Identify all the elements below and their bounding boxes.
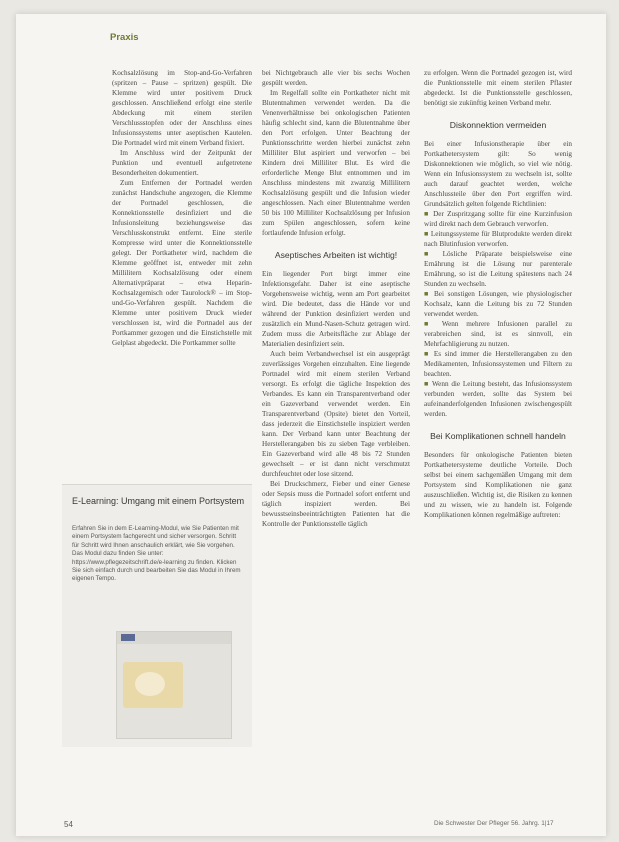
bullet-icon: ■ [424, 290, 434, 298]
magazine-page [16, 14, 606, 836]
elearning-screenshot [116, 631, 232, 739]
logo-icon [121, 634, 135, 641]
paragraph: Ein liegender Port birgt immer eine Infektionsgefahr. Daher ist eine aseptische Vorgehensweise wichtig, wenn am Port gearbeitet wird. Die bedeutet, dass die Hände vor und während der Punktion desinfiziert werden und zusätzlich ein Mund-Nasen-Schutz getragen wird. Zudem muss die Arbeitsfläche zur Ablage der Materialien desinfiziert sein. [262, 270, 410, 348]
bullet-icon: ■ [424, 230, 431, 238]
subheading-complications: Bei Komplikationen schnell handeln [430, 431, 566, 441]
elearning-title: E-Learning: Umgang mit einem Portsystem [72, 496, 245, 506]
bullet-text: Wenn die Leitung besteht, das Infusionssystem verbunden werden, sollte das System bei aufeinanderfolgenden Infusionen zwischengespült werden. [424, 380, 572, 418]
bullet-item [424, 319, 572, 349]
column-3 [424, 68, 572, 520]
bullet-icon: ■ [424, 320, 442, 328]
paragraph: Im Anschluss wird der Zeitpunkt der Punktion und eventuell aufgetretene Besonderheiten dokumentiert. [112, 149, 252, 177]
bullet-text: Wenn mehrere Infusionen parallel zu verabreichen sind, ist es sinnvoll, ein Mehrfachligierung zu nutzen. [424, 320, 572, 348]
paragraph: Bei einer Infusionstherapie über ein Portkathetersystem gilt: So wenig Diskonnektionen wie möglich, so viel wie nötig. Wenn ein Infusionssystem zu wechseln ist, sollte auch darauf geachtet werden, welche Anschlussteile über den Port ergriffen wird. Grundsätzlich gelten folgende Richtlinien: [424, 140, 572, 208]
bullet-item [424, 289, 572, 319]
bullet-item [424, 379, 572, 419]
bullet-item [424, 229, 572, 249]
bullet-item [424, 349, 572, 379]
subheading-aseptic: Aseptisches Arbeiten ist wichtig! [274, 250, 398, 260]
bullet-icon: ■ [424, 350, 434, 358]
section-label: Praxis [110, 32, 139, 43]
page-number: 54 [64, 820, 73, 829]
bullet-text: Bei sonstigen Lösungen, wie physiologischer Kochsalz, kann die Leitung bis zu 72 Stunden verwendet werden. [424, 290, 573, 318]
paragraph: Kochsalzlösung im Stop-and-Go-Verfahren (spritzen – Pause – spritzen) gespült. Die Klemme wird unter positivem Druck geschlossen. Anschließend erfolgt eine sterile Abdeckung mit einem sterilen Verschlussstopfen oder der Anschluss eines Infusionssystems unter aseptischen Kautelen. Die Portnadel wird mit einem Verband fixiert. [112, 69, 252, 147]
paragraph: Bei Druckschmerz, Fieber und einer Genese oder Sepsis muss die Portnadel sofort entfernt und täglich inspiziert werden. Bei bewusstseinsbeeinträchtigten Patienten hat die Kontrolle der Punktionsstelle täglich [262, 480, 410, 528]
bullet-item [424, 209, 572, 229]
subheading-disconnection: Diskonnektion vermeiden [449, 120, 547, 130]
elearning-box [62, 484, 252, 747]
column-2 [262, 68, 410, 529]
paragraph: zu erfolgen. Wenn die Portnadel gezogen ist, wird die Punktionsstelle mit einem sterilen Pflaster abgedeckt. Ist die Punktionsstelle geschlossen, benötigt sie zukünftig keinen Verband mehr. [424, 69, 572, 107]
paragraph: Zum Entfernen der Portnadel werden zunächst Handschuhe angezogen, die Klemme der Portnadel geschlossen, die Konnektionsstelle desinfiziert und die Infusionsleitung beziehungsweise das Verschlusskonstrukt entfernt. Eine sterile Kompresse wird unter die Konnektionsstelle gelegt. Der Portkatheter wird, nachdem die Klemme geöffnet ist, entweder mit zehn Millilitern Kochsalzlösung oder einem Alternativpräparat – etwa Heparin-Kochsalzgemisch oder Taurolock® – im Stop-und-Go-Verfahren gespült. Nachdem die Klemme unter positivem Druck wieder verschlossen ist, wird die Portnadel aus der Portkammer gezogen und die Einstichstelle mit Gelplast abgedeckt. Die Portkammer sollte [112, 179, 252, 347]
bullet-icon: ■ [424, 210, 434, 218]
bullet-text: Es sind immer die Herstellerangaben zu den Medikamenten, Infusionssystemen und Filtern zu beachten. [424, 350, 573, 378]
bullet-item [424, 249, 572, 289]
elearning-body: Erfahren Sie in dem E-Learning-Modul, wie Sie Patienten mit einem Portsystem fachgerecht und sicher versorgen. Schritt für Schritt wird Ihnen anschaulich erklärt, wie Sie vorgehen. Das Modul dazu finden Sie unter: https://www.pflegezeitschrift.de/e-learning zu finden. Klicken Sie sich einfach durch und bearbeiten Sie das Modul in Ihrem eigenen Tempo. [72, 525, 241, 583]
bullet-icon: ■ [424, 250, 443, 258]
column-1 [112, 68, 252, 348]
journal-footer: Die Schwester Der Pfleger 56. Jahrg. 1|17 [434, 820, 554, 827]
bullet-text: Leitungssysteme für Blutprodukte werden direkt nach Blutinfusion verworfen. [424, 230, 573, 248]
paragraph: Auch beim Verbandwechsel ist ein ausgeprägt zuverlässiges Vorgehen einzuhalten. Eine liegende Portnadel wird mit einem sterilen Verband versorgt. Es erfolgt die tägliche Inspektion des Verbandes. Es kann ein Transparentverband oder ein Gazeverband verwendet werden. Ein Transparentverband (Opsite) bietet den Vorteil, dass jederzeit die Einstichstelle inspiziert werden kann. Der Verband kann unter Beachtung der Herstellerangaben bis zu sieben Tage verbleiben. Ein Gazeverband wird alle 48 bis 72 Stunden gewechselt – er ist dann nicht verschmutzt durchfeuchtet oder lose sitzend. [262, 350, 410, 478]
screenshot-photo-highlight [135, 672, 165, 696]
paragraph: Im Regelfall sollte ein Portkatheter nicht mit Blutentnahmen verwendet werden. Da die Venenverhältnisse bei onkologischen Patienten häufig schlecht sind, kann die Blutentnahme über den Port erfolgen. Unter Beachtung der Punktionsschritte werden hierbei zunächst zehn Milliliter Blut aspiriert und verworfen – bei Kindern drei Milliliter Blut. Es wird die erforderliche Menge Blut entnommen und im Anschluss mindestens mit zwanzig Millilitern Kochsalzlösung gespült und die Infusion wieder angeschlossen. Nach einer Blutentnahme werden 50 bis 100 Milliliter Kochsalzlösung per Infusion zum Spülen angeschlossen, sofern keine fortlaufende Infusion erfolgt. [262, 89, 410, 237]
paragraph: bei Nichtgebrauch alle vier bis sechs Wochen gespült werden. [262, 69, 410, 87]
bullet-text: Lösliche Präparate beispielsweise eine Ernährung ist die Lösung nur parenterale Ernährung, so ist die Leitung spätestens nach 24 Stunden zu wechseln. [424, 250, 572, 288]
screenshot-header-bar [117, 632, 231, 644]
paragraph: Besonders für onkologische Patienten bieten Portkathetersysteme deutliche Vorteile. Doch selbst bei einem sachgemäßen Umgang mit dem Portsystem sind Komplikationen nie ganz auszuschließen. Wichtig ist, die Risiken zu kennen und zu wissen, wie zu handeln ist. Folgende Komplikationen können regelmäßige auftreten: [424, 451, 572, 519]
bullet-icon: ■ [424, 380, 432, 388]
bullet-text: Der Zuspritzgang sollte für eine Kurzinfusion wird direkt nach dem Gebrauch verworfen. [424, 210, 572, 228]
